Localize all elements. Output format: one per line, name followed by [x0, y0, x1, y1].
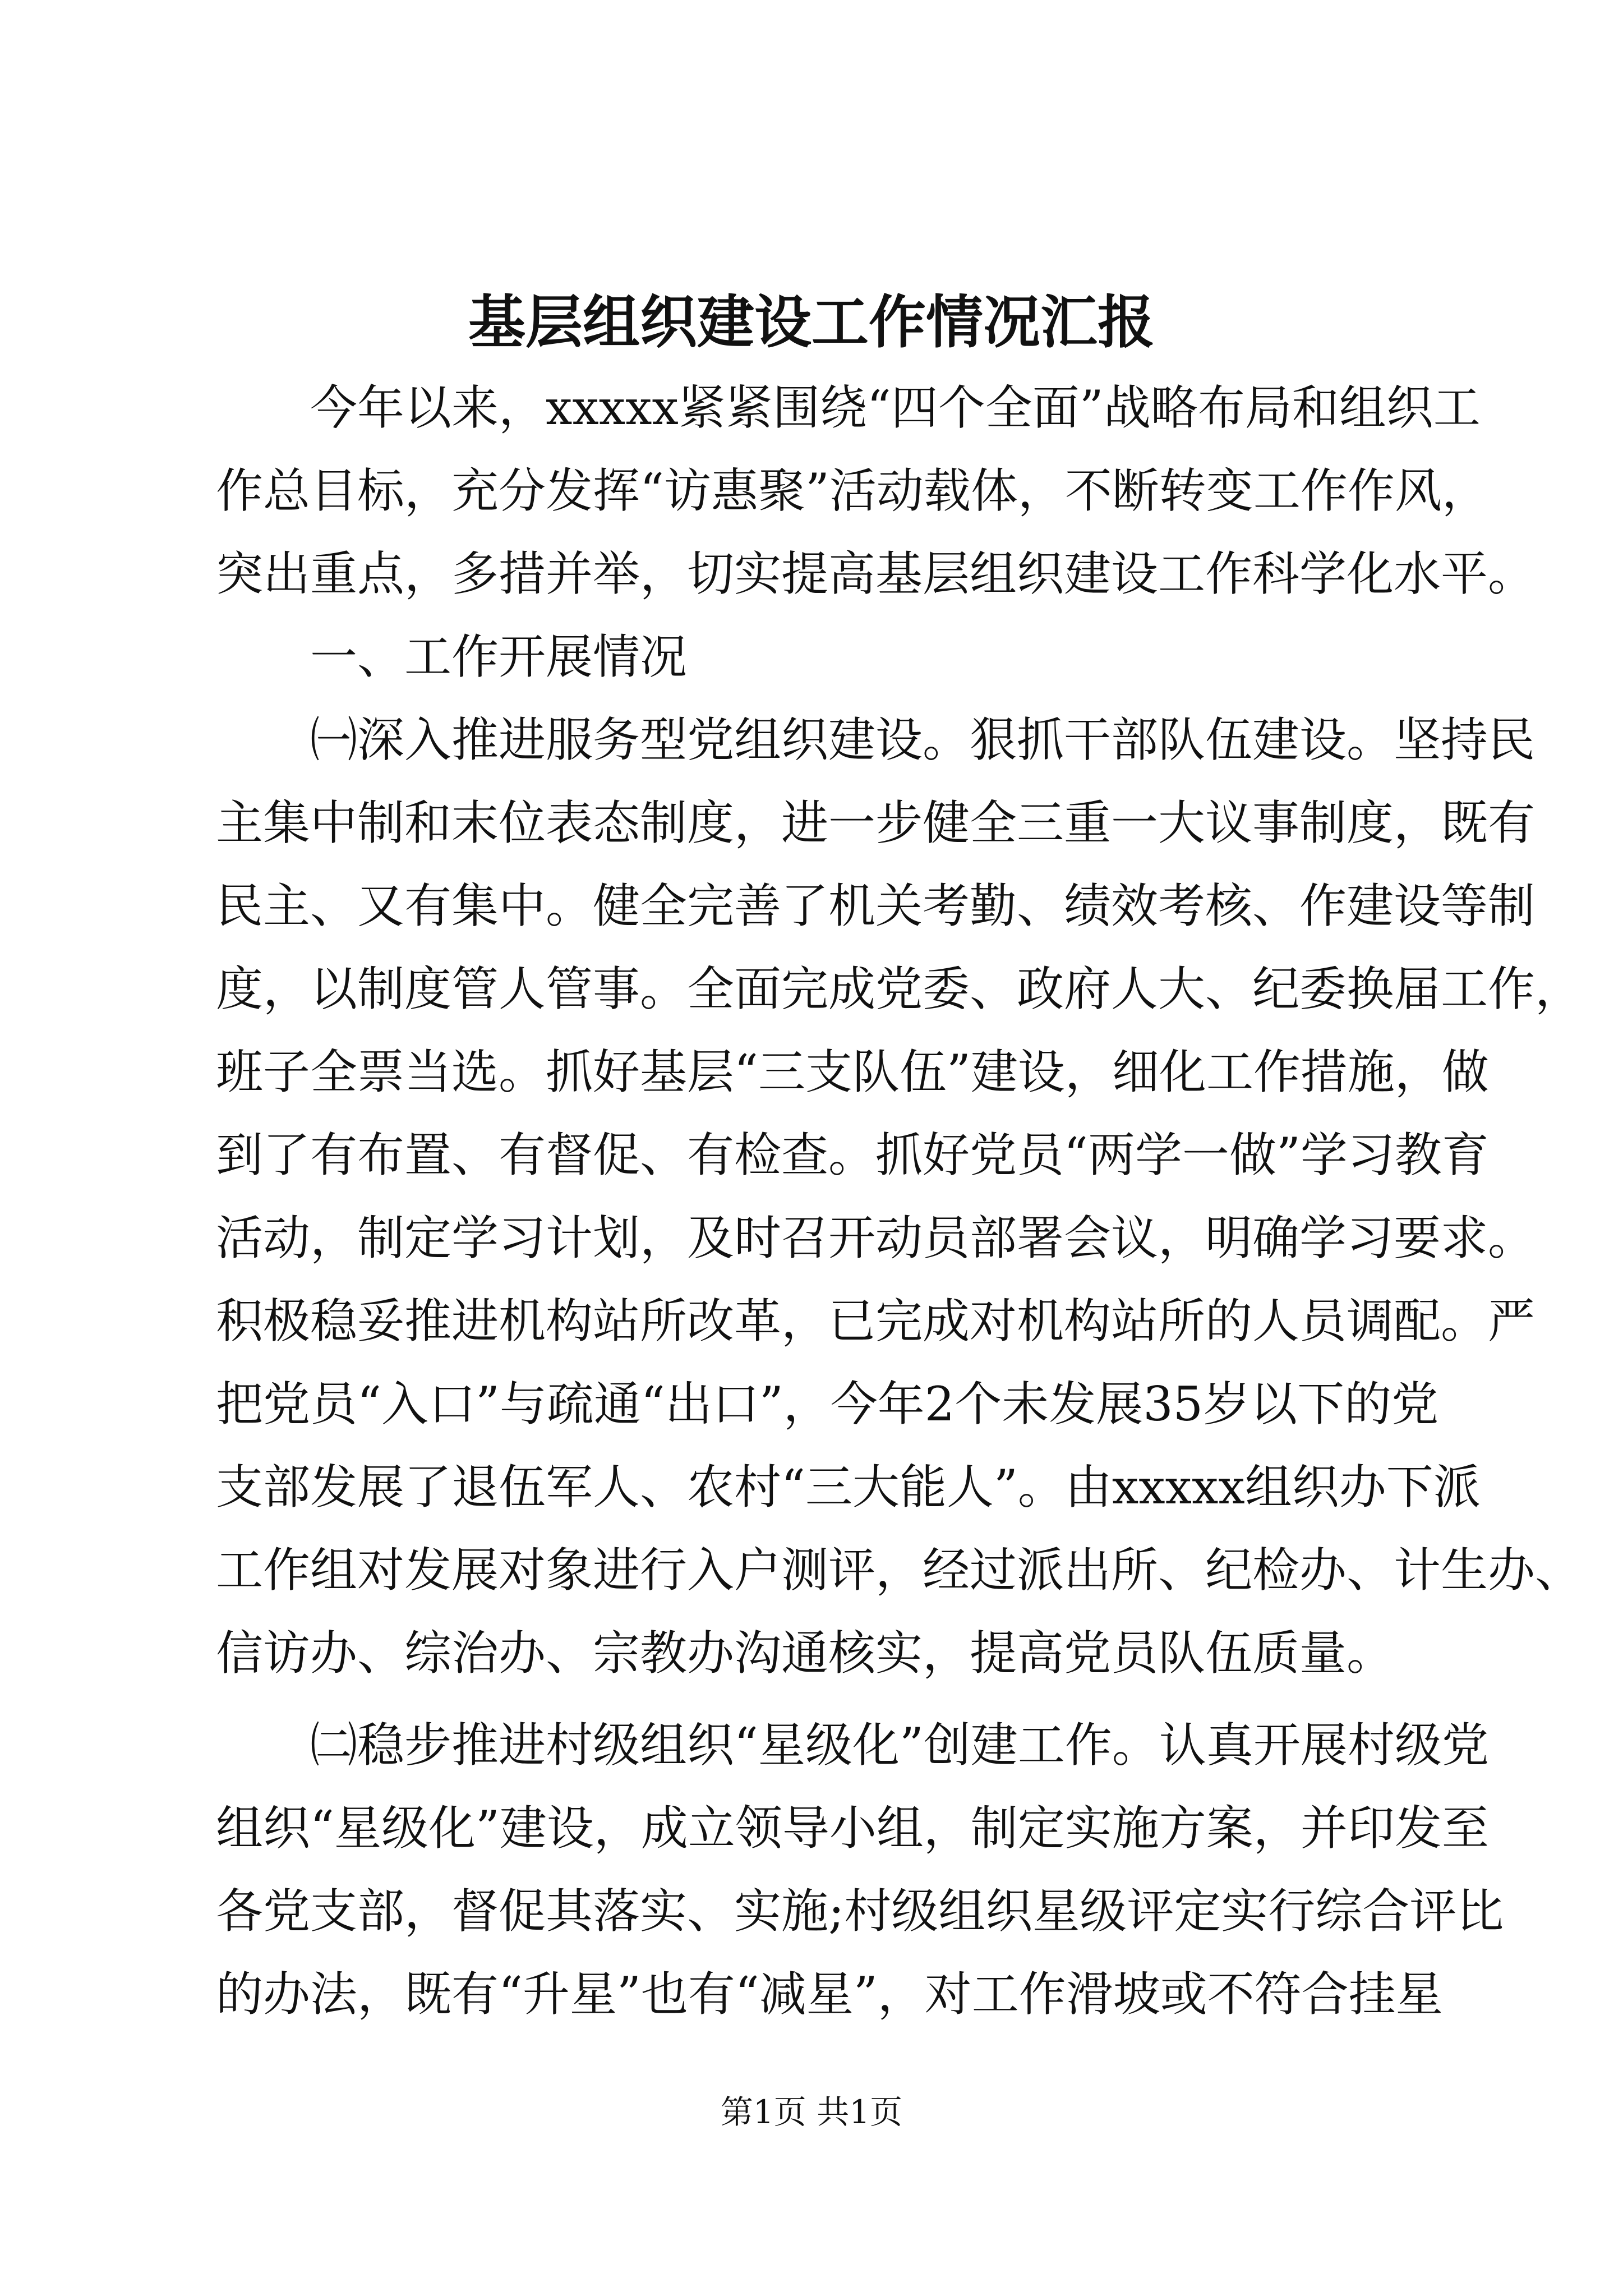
paragraph-line: 民主、又有集中。健全完善了机关考勤、绩效考核、作建设等制	[216, 878, 1536, 933]
paragraph-line: 组织“星级化”建设，成立领导小组，制定实施方案，并印发至	[216, 1801, 1489, 1856]
document-body	[216, 366, 1583, 2036]
paragraph-line: 支部发展了退伍军人、农村“三大能人”。由xxxxx组织办下派	[216, 1460, 1481, 1515]
paragraph-line: 的办法，既有“升星”也有“减星”，对工作滑坡或不符合挂星	[216, 1967, 1443, 2022]
page-footer: 第1页 共1页	[720, 2093, 903, 2131]
paragraph-line: ㈡稳步推进村级组织“星级化”创建工作。认真开展村级党	[310, 1718, 1489, 1773]
paragraph-line: 度，以制度管人管事。全面完成党委、政府人大、纪委换届工作，	[216, 961, 1583, 1016]
paragraph-line: 突出重点，多措并举，切实提高基层组织建设工作科学化水平。	[216, 546, 1536, 601]
paragraph-line: 信访办、综治办、宗教办沟通核实，提高党员队伍质量。	[216, 1626, 1394, 1681]
paragraph	[216, 1704, 1504, 2036]
paragraph	[216, 366, 1536, 615]
paragraph-line: 作总目标，充分发挥“访惠聚”活动载体，不断转变工作作风，	[216, 463, 1489, 518]
paragraph-line: 班子全票当选。抓好基层“三支队伍”建设，细化工作措施，做	[216, 1045, 1489, 1099]
paragraph-line: 工作组对发展对象进行入户测评，经过派出所、纪检办、计生办、	[216, 1543, 1583, 1598]
paragraph-line: 今年以来，xxxxx紧紧围绕“四个全面”战略布局和组织工	[310, 380, 1481, 435]
paragraph-line: 各党支部，督促其落实、实施;村级组织星级评定实行综合评比	[216, 1884, 1504, 1939]
paragraph-line: 一、工作开展情况	[310, 629, 688, 684]
paragraph	[216, 698, 1583, 1695]
paragraph	[216, 615, 1416, 698]
paragraph-line: 积极稳妥推进机构站所改革，已完成对机构站所的人员调配。严	[216, 1294, 1536, 1349]
paragraph-line: 把党员“入口”与疏通“出口”，今年2个未发展35岁以下的党	[216, 1377, 1439, 1432]
paragraph-line: ㈠深入推进服务型党组织建设。狠抓干部队伍建设。坚持民	[310, 712, 1536, 767]
paragraph-line: 活动，制定学习计划，及时召开动员部署会议，明确学习要求。	[216, 1211, 1536, 1266]
document-title: 基层组织建设工作情况汇报	[468, 289, 1155, 356]
paragraph-line: 到了有布置、有督促、有检查。抓好党员“两学一做”学习教育	[216, 1128, 1489, 1182]
paragraph-gap	[216, 1695, 1416, 1704]
paragraph-line: 主集中制和末位表态制度，进一步健全三重一大议事制度，既有	[216, 795, 1536, 850]
